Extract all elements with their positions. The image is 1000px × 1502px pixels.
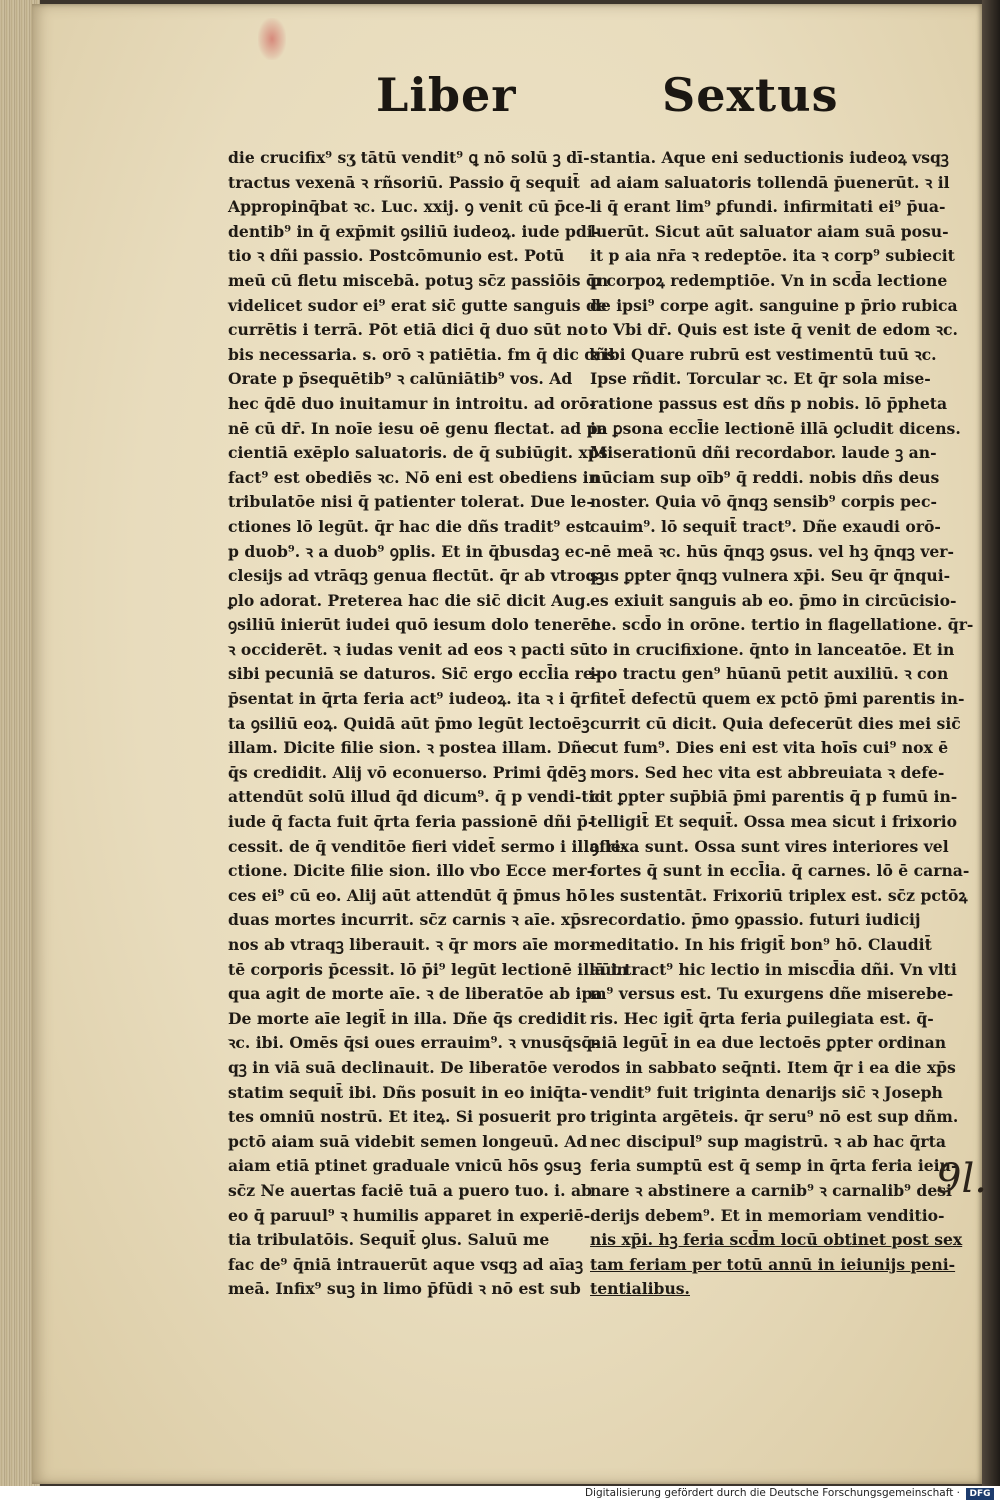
text-line: feria sumptū est q̄ semp in q̄rta feria ieiu- [590,1156,958,1176]
red-stain [258,18,286,60]
text-line: Ipse rñdit. Torcular ꝛc. Et q̄r sola mise- [590,369,931,389]
text-line: p corpoꝝ redemptiōe. Vn in scd̄a lectione [590,270,948,290]
text-line: aūt tract⁹ hic lectio in miscd̄ia dñi. Vn vlti [590,959,957,979]
text-line: nē cū dr̄. In noīe iesu oē genu flectat. ad pa [228,418,608,438]
footer-bar [0,1486,1000,1502]
text-line: li q̄ erant lim⁹ ꝑfundi. infirmitati ei⁹ p̄ua- [590,197,946,217]
text-line: Orate p p̄sequētib⁹ ꝛ calūniātib⁹ vos. Ad [228,369,573,389]
text-line: ctiones lō legūt. q̄r hac die dñs tradit⁹ est [228,516,592,536]
footer-credit: Digitalisierung gefördert durch die Deutsche Forschungsgemeinschaft · [584,1487,960,1499]
text-column-right [590,146,974,1302]
text-line: meū cū fletu miscebā. potuꝫ sc̄z passiōis q̄n [228,270,609,290]
text-line: luerūt. Sicut aūt saluator aiam suā posu- [590,221,949,241]
text-line: tes omniū nostrū. Et iteꝝ. Si posuerit pro [228,1107,587,1127]
text-line: cauim⁹. lō sequit̄ tract⁹. Dñe exaudi orō- [590,516,941,536]
text-line: ipo tractu gen⁹ hūanū petit auxiliū. ꝛ con [590,664,949,684]
text-line: fitet̄ defectū quem ex pctō p̄mi parentis in- [590,689,965,709]
text-line: meā. Infix⁹ suꝫ in limo p̄fūdi ꝛ nō est sub [228,1279,581,1299]
text-line: clesijs ad vtrāqꝫ genua flectūt. q̄r ab vtroqꝫ [228,566,605,586]
text-line: de ipsi⁹ corpe agit. sanguine p p̄rio rubica [590,295,958,315]
text-line: ris. Hec igit̄ q̄rta feria ꝑuilegiata est. q̄- [590,1008,934,1028]
text-line: nec discipul⁹ sup magistrū. ꝛ ab hac q̄rta [590,1131,946,1151]
text-line: tentialibus. [590,1279,690,1299]
text-line: tia tribulatōis. Sequit̄ ꝯlus. Saluū me [228,1230,550,1250]
text-line: qꝫ in viā suā declinauit. De liberatōe vero [228,1057,591,1077]
text-line: bis necessaria. s. orō ꝛ patiētia. fm q̄ dic dñs [228,344,616,364]
text-line: hec q̄dē duo inuitamur in introitu. ad orō- [228,393,596,413]
text-line: ctione. Dicite filie sion. illo vbo Ecce mer- [228,861,594,881]
text-line: Miserationū dñi recordabor. laude ꝫ an- [590,443,937,463]
text-line: ꝛ occiderēt. ꝛ iudas venit ad eos ꝛ pacti sūt [228,639,598,659]
text-line: tio ꝛ dñi passio. Postcōmunio est. Potū [228,246,565,266]
text-line: ratione passus est dñs p nobis. lō p̄pheta [590,393,948,413]
text-line: pctō aiam suā videbit semen longeuū. Ad [228,1131,588,1151]
text-line: sus ꝑpter q̄nqꝫ vulnera xp̄i. Seu q̄r q̄nqui- [590,566,951,586]
text-line: tribulatōe nisi q̄ patienter tolerat. Due le- [228,492,593,512]
dfg-logo: DFG [966,1488,994,1500]
text-line: nis xp̄i. hꝫ feria scd̄m locū obtinet post sex [590,1230,963,1250]
text-line: to Vbi dr̄. Quis est iste q̄ venit de edom ꝛc. [590,320,958,340]
text-line: currit cū dicit. Quia defecerūt dies mei sic̄ [590,713,961,733]
running-header-left: Liber [376,68,517,122]
text-line: nē meā ꝛc. hūs q̄nqꝫ ꝯsus. vel hꝫ q̄nqꝫ ver- [590,541,954,561]
text-line: nos ab vtraqꝫ liberauit. ꝛ q̄r mors aīe mor- [228,935,596,954]
text-line: tam feriam per totū annū in ieiunijs peni- [590,1254,956,1274]
text-line: duas mortes incurrit. sc̄z carnis ꝛ aīe. xp̄s [228,910,590,930]
text-line: dentib⁹ in q̄ exp̄mit ꝯsiliū iudeoꝝ. iude pdi- [228,221,600,241]
text-line: meditatio. In his frigit̄ bon⁹ hō. Claudit̄ [590,935,932,954]
text-line: ꝛ ibi Quare rubrū est vestimentū tuū ꝛc. [590,344,937,364]
text-line: triginta argēteis. q̄r seru⁹ nō est sup dñm. [590,1107,959,1127]
text-line: it p aia nr̄a ꝛ redeptōe. ita ꝛ corp⁹ subiecit [590,246,955,266]
text-line: cientiā exēplo saluatoris. de q̄ subiūgit. xp̄s [228,443,608,463]
text-line: ꝯfrixa sunt. Ossa sunt vires interiores vel [590,836,949,856]
text-line: cit ꝑpter sup̄biā p̄mi parentis q̄ p fumū in- [590,787,958,807]
text-line: nūciam sup oīb⁹ q̄ reddi. nobis dñs deus [590,467,940,487]
text-line: in ꝑsona eccl̄ie lectionē illā ꝯcludit dicens. [590,418,961,438]
text-line: illam. Dicite filie sion. ꝛ postea illam. Dñe [228,738,593,758]
text-line: ces ei⁹ cū eo. Alij aūt attendūt q̄ p̄mus hō [228,885,588,905]
text-line: stantia. Aque eni seductionis iudeoꝝ vsqꝫ [590,148,949,167]
text-line: p̄sentat in q̄rta feria act⁹ iudeoꝝ. ita ꝛ i q̄r [228,689,590,709]
text-line: ad aiam saluatoris tollendā p̄uenerūt. ꝛ il [590,172,950,192]
text-line: die crucifix⁹ sʒ tātū vendit⁹ ꝗ nō solū ꝫ dī- [228,148,590,167]
text-line: tē corporis p̄cessit. lō p̄i⁹ legūt lectionē illā in [228,959,628,979]
text-line: telligit̄ Et sequit̄. Ossa mea sicut i frixorio [590,812,958,832]
text-line: qua agit de morte aīe. ꝛ de liberatōe ab ipa [228,984,603,1004]
book-cover-edge [982,0,1000,1486]
text-line: iude q̄ facta fuit q̄rta feria passionē dñi p̄- [228,812,595,832]
text-line: ꝛc. ibi. Omēs q̄si oues errauim⁹. ꝛ vnusq̄sq̄- [228,1033,599,1053]
text-line: vendit⁹ fuit triginta denarijs sic̄ ꝛ Joseph [590,1082,943,1102]
text-line: mors. Sed hec vita est abbreuiata ꝛ defe- [590,762,945,782]
text-line: cut fum⁹. Dies eni est vita hoīs cui⁹ nox ē [590,738,949,758]
text-column-left [228,146,628,1302]
text-line: De morte aīe legit̄ in illa. Dñe q̄s credidit [228,1008,587,1028]
text-line: Appropinq̄bat ꝛc. Luc. xxij. ꝯ venit cū p̄ce- [228,197,592,217]
text-line: derijs debem⁹. Et in memoriam venditio- [590,1205,945,1225]
text-line: noster. Quia vō q̄nqꝫ sensib⁹ corpis pec- [590,492,937,512]
text-line: to in crucifixione. q̄nto in lanceatōe. Et in [590,639,955,659]
text-line: fac de⁹ q̄niā intrauerūt aque vsqꝫ ad aīaꝫ [228,1254,584,1274]
text-line: fortes q̄ sunt in eccl̄ia. q̄ carnes. lō ē carna- [590,861,970,881]
text-line: niā legūt̄ in ea due lectoēs ꝑpter ordinan [590,1033,947,1053]
text-line: fact⁹ est obediēs ꝛc. Nō eni est obediens in [228,467,600,487]
handwritten-margin-note: 9l. [936,1156,987,1202]
text-line: ꝯsiliū inierūt iudei quō iesum dolo tenerēt [228,615,598,635]
text-line: ta ꝯsiliū eoꝝ. Quidā aūt p̄mo legūt lectoēꝫ [228,713,590,733]
text-line: les sustentāt. Frixoriū triplex est. sc̄z pctōꝝ [590,885,968,905]
text-line: q̄s credidit. Alij vō econuerso. Primi q̄dēꝫ [228,762,587,782]
text-line: statim sequit̄ ibi. Dñs posuit in eo iniq̄ta- [228,1082,588,1102]
text-line: ne. scd̄o in orōne. tertio in flagellatione. q̄r- [590,615,974,635]
text-line: cessit. de q̄ venditōe fieri videt̄ sermo i illa le- [228,836,628,856]
text-line: sc̄z Ne auertas faciē tuā a puero tuo. i. ab [228,1180,592,1200]
text-line: recordatio. p̄mo ꝯpassio. futuri iudicij [590,910,921,930]
text-line: attendūt solū illud q̄d dicum⁹. q̄ p vendi-tio [228,787,605,807]
text-line: tractus vexenā ꝛ rñsoriū. Passio q̄ sequit̄ [228,172,580,192]
text-line: eo q̄ paruul⁹ ꝛ humilis apparet in experiē- [228,1205,591,1225]
text-line: ꝑlo adorat. Preterea hac die sic̄ dicit Aug. [228,590,591,610]
text-line: m⁹ versus est. Tu exurgens dñe miserebe- [590,984,954,1004]
running-header-right: Sextus [662,68,839,122]
text-line: dos in sabbato seq̄nti. Item q̄r i ea die xp̄s [590,1057,956,1077]
text-line: es exiuit sanguis ab eo. p̄mo in circūcisio- [590,590,957,610]
text-line: p duob⁹. ꝛ a duob⁹ ꝯplis. Et in q̄busdaꝫ ec- [228,541,591,561]
text-line: videlicet sudor ei⁹ erat sic̄ gutte sanguis de [228,295,607,315]
text-line: aiam etiā ptinet graduale vnicū hōs ꝯsuꝫ [228,1156,582,1176]
text-line: sibi pecuniā se daturos. Sic̄ ergo eccl̄ia re- [228,664,600,684]
text-line: nare ꝛ abstinere a carnib⁹ ꝛ carnalib⁹ desi [590,1180,952,1200]
text-line: currētis i terrā. Pōt etiā dici q̄ duo sūt no [228,320,589,340]
